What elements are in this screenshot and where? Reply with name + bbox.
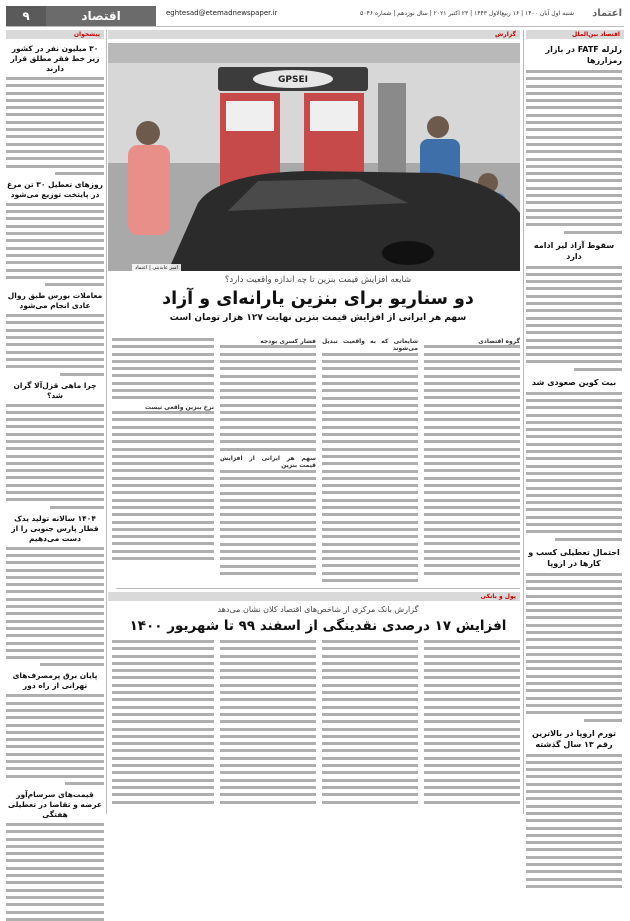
- main-body-col-2: [322, 338, 418, 583]
- main-byline: گروه اقتصادی: [478, 338, 520, 345]
- main-kicker: گزارش: [108, 30, 520, 39]
- right-item-title-3: بیت کوین صعودی شد: [531, 377, 617, 387]
- main-col3-text-a: [220, 345, 316, 450]
- bottom-supertitle: گزارش بانک مرکزی از شاخص‌های اقتصاد کلان نشان می‌دهد: [217, 605, 419, 614]
- left-item-title-3: معاملات بورس طبق روال عادی انجام می‌شود: [7, 291, 103, 311]
- right-column-kicker: اقتصاد بین‌الملل: [526, 30, 624, 39]
- dateline: شنبه اول آبان ۱۴۰۰ | ۱۶ ربیع‌الاول ۱۴۴۳ | ۲۳ اکتبر ۲۰۲۱ | سال نوزدهم | شماره ۵۰۴۶: [360, 10, 574, 17]
- left-column: [6, 42, 104, 819]
- bottom-body-col-3: [220, 640, 316, 812]
- main-crosshead-2: فشار کسری بودجه: [260, 338, 316, 345]
- right-item-title-4: احتمال تعطیلی کسب و کارها در اروپا: [528, 547, 620, 568]
- main-supertitle: شایعه افزایش قیمت بنزین تا چه اندازه واقعیت دارد؟: [224, 275, 412, 285]
- main-crosshead-3: سهم هر ایرانی از افزایش قیمت بنزین: [220, 454, 316, 470]
- left-item-body-7: [6, 823, 104, 921]
- left-item-title-5: ۱۴۰۴ سالانه تولید یدک قطار پارس جنوبی را از دست می‌دهیم: [11, 513, 99, 543]
- gas-station-illustration: [108, 43, 520, 271]
- bottom-headline: افزایش ۱۷ درصدی نقدینگی از اسفند ۹۹ تا شهریور ۱۴۰۰: [129, 618, 507, 634]
- left-item-body-2: [6, 203, 104, 286]
- left-item-title-4: چرا ماهی قزل‌آلا گران شد؟: [13, 380, 97, 400]
- photo-credit: امیر عابدینی | اعتماد: [132, 264, 181, 272]
- left-item-body-3: [6, 314, 104, 375]
- left-item-body-4: [6, 404, 104, 509]
- main-crosshead-4: نرخ بنزین واقعی نیست: [145, 403, 214, 411]
- main-body-col-3: [220, 338, 316, 583]
- column-divider: [106, 30, 107, 814]
- main-col4-text-a: [112, 338, 214, 399]
- right-item-title-5: تورم اروپا در بالاترین رقم ۱۳ سال گذشته: [531, 728, 617, 749]
- story-divider: [116, 588, 520, 589]
- bottom-body-col-2: [322, 640, 418, 812]
- bottom-kicker: پول و بانکی: [108, 592, 520, 601]
- bottom-body-col-4: [112, 640, 214, 812]
- main-col2-text: [322, 353, 418, 582]
- masthead: [6, 6, 624, 27]
- right-item-body-4: [526, 573, 622, 722]
- newspaper-logo: اعتماد: [592, 8, 622, 19]
- column-divider: [523, 30, 524, 814]
- main-col3-text-b: [220, 470, 316, 575]
- left-item-body-5: [6, 547, 104, 667]
- bottom-col2-text: [322, 640, 418, 804]
- main-body-col-1: [424, 338, 520, 583]
- left-item-title-6: پایان برق پرمصرف‌های تهرانی از راه دور: [12, 671, 98, 691]
- right-item-body-3: [526, 392, 622, 541]
- right-item-title-1: زلزله FATF در بازار رمزارزها: [545, 45, 622, 65]
- right-item-body-1: [526, 70, 622, 234]
- left-item-body-6: [6, 694, 104, 785]
- main-body-col-4: [112, 338, 214, 583]
- bottom-body-col-1: [424, 640, 520, 812]
- bottom-col4-text: [112, 640, 214, 804]
- main-headline: دو سناریو برای بنزین یارانه‌ای و آزاد: [162, 289, 474, 309]
- main-subhead: سهم هر ایرانی از افزایش قیمت بنزین نهایت ۱۲۷ هزار تومان است: [169, 313, 467, 323]
- left-item-title-7: قیمت‌های سرسام‌آور عرضه و تقاضا در تعطیلی هفتگی: [7, 789, 103, 819]
- page-number: ۹: [6, 6, 46, 26]
- left-item-title-1: ۳۰ میلیون نفر در کشور زیر خط فقر مطلق قرار دارند: [10, 44, 100, 73]
- main-col1-text: [424, 345, 520, 574]
- main-headline-block: [116, 274, 520, 325]
- section-name: اقتصاد: [46, 6, 156, 26]
- main-crosshead-1: شایعاتی که به واقعیت تبدیل می‌شوند: [322, 338, 418, 353]
- section-email: eghtesad@etemadnewspaper.ir: [166, 9, 278, 17]
- main-col4-text-b: [112, 411, 214, 560]
- right-column: [526, 42, 622, 812]
- left-column-kicker: پیشخوان: [6, 30, 104, 39]
- left-item-title-2: روزهای تعطیل ۳۰ تن مرغ در پایتخت توزیع می‌شود: [7, 179, 103, 199]
- left-item-body-1: [6, 77, 104, 175]
- right-item-title-2: سقوط آزاد لیر ادامه دارد: [533, 240, 615, 261]
- pump-sign-text: GPSEI: [278, 75, 308, 85]
- bottom-headline-block: [116, 604, 520, 635]
- right-item-body-2: [526, 266, 622, 371]
- bottom-col3-text: [220, 640, 316, 804]
- gas-station-photo: [108, 43, 520, 271]
- bottom-col1-text: [424, 640, 520, 804]
- right-item-body-5: [526, 754, 622, 888]
